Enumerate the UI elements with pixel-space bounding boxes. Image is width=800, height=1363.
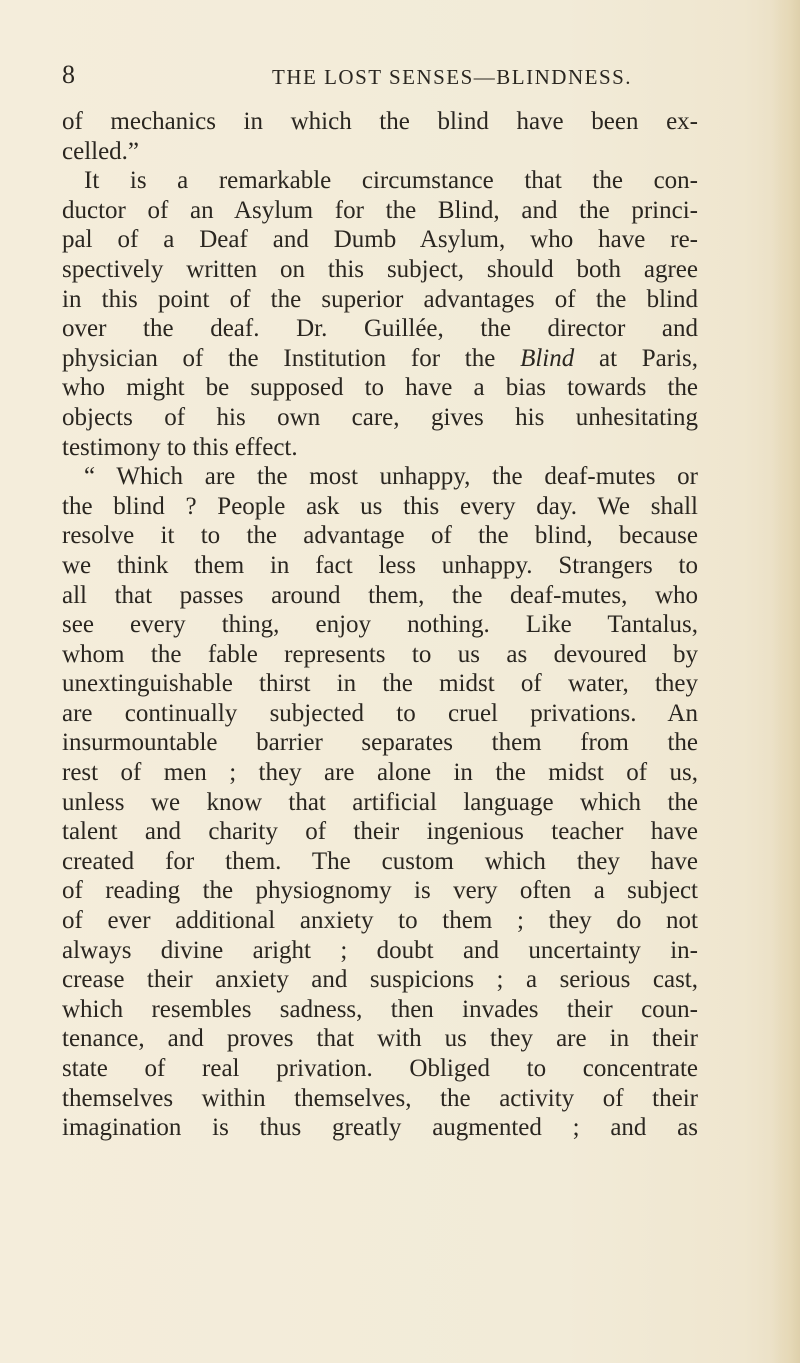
text-line: of reading the physiognomy is very often a subject xyxy=(62,877,698,905)
text-line: whom the fable represents to us as devoured by xyxy=(62,640,698,668)
text-line: we think them in fact less unhappy. Strangers to xyxy=(62,551,698,579)
page-number: 8 xyxy=(62,60,75,89)
line-segment: physician of the Institution for the xyxy=(62,344,521,372)
text-line: celled.” xyxy=(62,137,140,165)
line-segment: at Paris, xyxy=(574,344,698,372)
body-text xyxy=(62,107,698,1143)
text-line: over the deaf. Dr. Guillée, the director and xyxy=(62,315,698,343)
text-line: spectively written on this subject, should both agree xyxy=(62,255,698,283)
text-line: testimony to this effect. xyxy=(62,433,298,461)
text-line: tenance, and proves that with us they are in their xyxy=(62,1025,698,1053)
text-line: insurmountable barrier separates them from the xyxy=(62,729,698,757)
text-line: objects of his own care, gives his unhesitating xyxy=(62,403,698,431)
italic-word: Blind xyxy=(520,344,575,372)
text-line: state of real privation. Obliged to concentrate xyxy=(62,1055,698,1082)
text-line: pal of a Deaf and Dumb Asylum, who have re- xyxy=(62,226,698,254)
text-line: in this point of the superior advantages of the blind xyxy=(62,285,698,313)
text-line: see every thing, enjoy nothing. Like Tantalus, xyxy=(62,611,698,639)
text-line-with-italic xyxy=(62,344,698,374)
text-line: rest of men ; they are alone in the midst of us, xyxy=(62,759,698,787)
text-line: all that passes around them, the deaf-mutes, who xyxy=(62,581,698,609)
text-line: unless we know that artificial language which the xyxy=(62,788,698,816)
text-line: always divine aright ; doubt and uncertainty in- xyxy=(62,936,698,964)
text-line: imagination is thus greatly augmented ; and as xyxy=(62,1114,698,1142)
text-line: who might be supposed to have a bias towards the xyxy=(62,374,698,402)
text-line: of mechanics in which the blind have been ex- xyxy=(62,108,698,135)
text-line: resolve it to the advantage of the blind, because xyxy=(62,522,698,550)
text-line: created for them. The custom which they have xyxy=(62,847,698,875)
text-line: unextinguishable thirst in the midst of water, they xyxy=(62,670,698,698)
text-line: the blind ? People ask us this every day. We shall xyxy=(62,492,698,520)
text-line: talent and charity of their ingenious teacher have xyxy=(62,818,698,846)
paragraph-start-line: “ Which are the most unhappy, the deaf-mutes or xyxy=(84,463,698,491)
page-gutter-shadow xyxy=(772,0,800,1363)
running-head xyxy=(62,58,690,92)
text-line: crease their anxiety and suspicions ; a serious cast, xyxy=(62,966,698,994)
text-line: ductor of an Asylum for the Blind, and the princi- xyxy=(62,196,698,224)
text-line: which resembles sadness, then invades their coun- xyxy=(62,995,698,1023)
text-line: themselves within themselves, the activity of their xyxy=(62,1084,698,1112)
text-line: are continually subjected to cruel privations. An xyxy=(62,699,698,727)
paragraph-start-line: It is a remarkable circumstance that the con- xyxy=(84,167,698,195)
running-title: THE LOST SENSES—BLINDNESS. xyxy=(272,65,633,89)
text-line: of ever additional anxiety to them ; they do not xyxy=(62,907,698,935)
